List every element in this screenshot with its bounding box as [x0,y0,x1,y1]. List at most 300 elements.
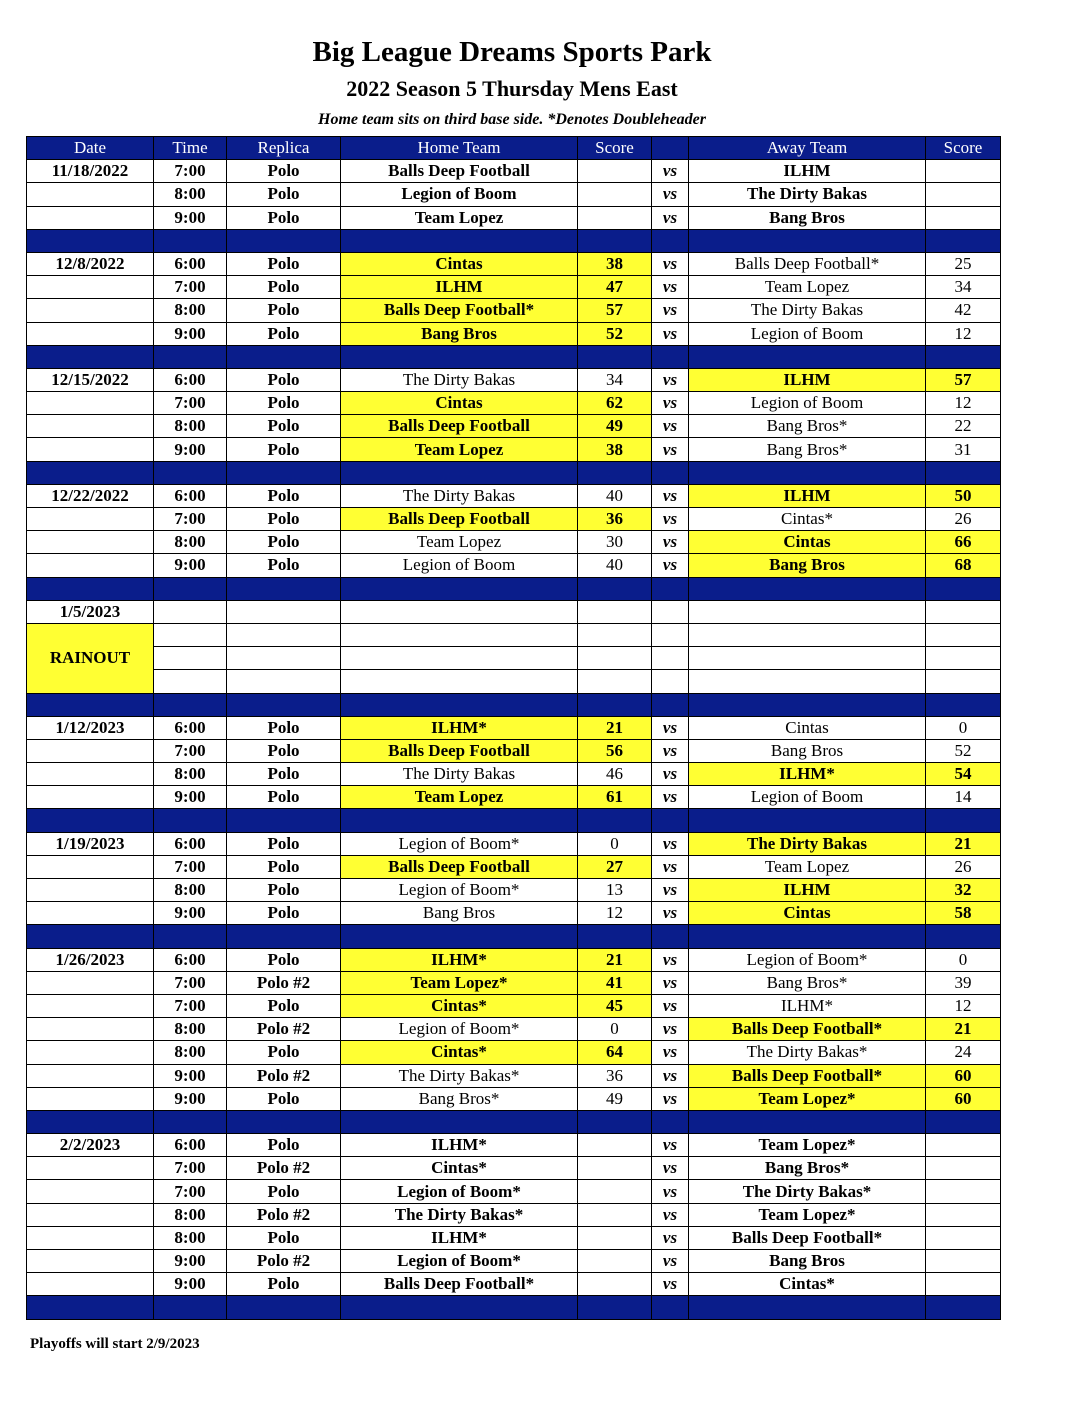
home-score: 57 [578,299,652,322]
separator-cell [578,1110,652,1133]
away-score: 25 [926,252,1001,275]
separator-cell [689,229,926,252]
away-team: Bang Bros* [689,415,926,438]
home-score [578,160,652,183]
separator-cell [689,925,926,948]
game-row [27,508,1001,531]
game-date: 11/18/2022 [27,160,154,183]
away-score [926,206,1001,229]
game-time: 6:00 [154,252,227,275]
separator-cell [652,461,689,484]
game-replica: Polo [227,855,341,878]
week-separator [27,461,1001,484]
game-replica: Polo [227,160,341,183]
away-team: The Dirty Bakas* [689,1041,926,1064]
empty-cell [578,600,652,623]
home-score [578,1203,652,1226]
game-replica: Polo [227,1180,341,1203]
game-date [27,554,154,577]
game-replica: Polo [227,902,341,925]
game-date [27,1087,154,1110]
empty-cell [341,647,578,670]
separator-cell [227,809,341,832]
game-time: 8:00 [154,415,227,438]
vs-label: vs [652,948,689,971]
home-score: 21 [578,948,652,971]
game-time: 9:00 [154,1064,227,1087]
separator-cell [652,1110,689,1133]
away-score: 57 [926,368,1001,391]
home-team: Cintas [341,392,578,415]
col-date: Date [27,137,154,160]
separator-cell [341,1296,578,1319]
away-score: 12 [926,322,1001,345]
home-score: 27 [578,855,652,878]
game-replica: Polo [227,531,341,554]
away-score: 68 [926,554,1001,577]
vs-label: vs [652,1180,689,1203]
away-team: Cintas* [689,508,926,531]
away-team: Balls Deep Football* [689,252,926,275]
vs-label: vs [652,554,689,577]
empty-cell [227,670,341,693]
game-row [27,1041,1001,1064]
separator-cell [578,229,652,252]
week-separator [27,345,1001,368]
game-time: 9:00 [154,786,227,809]
game-row [27,531,1001,554]
empty-cell [341,600,578,623]
separator-cell [652,345,689,368]
empty-cell [652,670,689,693]
separator-cell [227,577,341,600]
home-score: 38 [578,252,652,275]
vs-label: vs [652,832,689,855]
game-date [27,1018,154,1041]
game-time: 6:00 [154,832,227,855]
game-row [27,252,1001,275]
game-time: 9:00 [154,1250,227,1273]
separator-cell [926,1110,1001,1133]
home-team: Cintas* [341,1041,578,1064]
separator-cell [689,461,926,484]
home-score: 62 [578,392,652,415]
playoffs-note: Playoffs will start 2/9/2023 [30,1336,200,1352]
away-team: Legion of Boom [689,786,926,809]
vs-label: vs [652,1018,689,1041]
game-row [27,415,1001,438]
vs-label: vs [652,183,689,206]
vs-label: vs [652,1157,689,1180]
away-team: Team Lopez* [689,1087,926,1110]
home-team: Bang Bros [341,322,578,345]
home-team: Legion of Boom* [341,1018,578,1041]
vs-label: vs [652,322,689,345]
game-time: 9:00 [154,902,227,925]
col-home-team: Home Team [341,137,578,160]
away-team: Bang Bros [689,1250,926,1273]
away-score [926,1273,1001,1296]
away-score: 22 [926,415,1001,438]
separator-cell [341,461,578,484]
separator-cell [652,1296,689,1319]
col-replica: Replica [227,137,341,160]
schedule-note: Home team sits on third base side. *Denotes Doubleheader [318,111,706,128]
home-score: 49 [578,1087,652,1110]
game-date [27,902,154,925]
col-vs [652,137,689,160]
game-replica: Polo [227,1134,341,1157]
empty-cell [689,623,926,646]
home-team: The Dirty Bakas* [341,1064,578,1087]
away-team: Balls Deep Football* [689,1226,926,1249]
home-score: 30 [578,531,652,554]
vs-label: vs [652,1250,689,1273]
game-row [27,902,1001,925]
week-separator [27,1296,1001,1319]
home-team: Legion of Boom* [341,879,578,902]
game-time: 8:00 [154,1226,227,1249]
separator-cell [926,925,1001,948]
separator-cell [926,461,1001,484]
separator-cell [689,577,926,600]
game-time: 7:00 [154,1180,227,1203]
game-time: 8:00 [154,879,227,902]
away-score: 26 [926,508,1001,531]
home-team: The Dirty Bakas* [341,1203,578,1226]
home-team: Legion of Boom* [341,1180,578,1203]
game-date [27,971,154,994]
away-team: ILHM [689,484,926,507]
vs-label: vs [652,716,689,739]
vs-label: vs [652,879,689,902]
header-row [27,137,1001,160]
game-time: 7:00 [154,160,227,183]
away-score: 12 [926,392,1001,415]
game-row [27,322,1001,345]
away-team: ILHM* [689,994,926,1017]
separator-cell [227,693,341,716]
vs-label: vs [652,276,689,299]
game-row [27,1087,1001,1110]
game-time: 9:00 [154,554,227,577]
home-score: 34 [578,368,652,391]
vs-label: vs [652,1226,689,1249]
away-team: ILHM [689,160,926,183]
separator-cell [154,809,227,832]
separator-cell [926,693,1001,716]
game-date [27,276,154,299]
game-row [27,554,1001,577]
away-score: 21 [926,832,1001,855]
vs-label: vs [652,1087,689,1110]
game-replica: Polo #2 [227,1250,341,1273]
game-date [27,1180,154,1203]
game-date: 2/2/2023 [27,1134,154,1157]
empty-cell [652,600,689,623]
game-row [27,206,1001,229]
home-score: 12 [578,902,652,925]
game-time: 8:00 [154,1203,227,1226]
separator-cell [341,229,578,252]
game-date [27,415,154,438]
game-time: 7:00 [154,392,227,415]
empty-cell [578,647,652,670]
empty-cell [652,623,689,646]
away-team: Legion of Boom* [689,948,926,971]
game-replica: Polo [227,415,341,438]
game-replica: Polo [227,276,341,299]
vs-label: vs [652,438,689,461]
empty-cell [341,623,578,646]
game-date [27,322,154,345]
vs-label: vs [652,1041,689,1064]
game-row [27,1203,1001,1226]
separator-cell [227,925,341,948]
game-time: 7:00 [154,1157,227,1180]
game-replica: Polo [227,252,341,275]
empty-cell [926,670,1001,693]
game-replica: Polo [227,206,341,229]
separator-cell [227,1110,341,1133]
game-time: 9:00 [154,1087,227,1110]
separator-cell [578,577,652,600]
home-score [578,1250,652,1273]
week-separator [27,925,1001,948]
home-score: 49 [578,415,652,438]
home-score [578,1134,652,1157]
away-team: Team Lopez* [689,1134,926,1157]
home-team: Cintas* [341,1157,578,1180]
separator-cell [926,229,1001,252]
game-time: 8:00 [154,299,227,322]
game-date: 1/12/2023 [27,716,154,739]
empty-cell [652,647,689,670]
away-score: 39 [926,971,1001,994]
empty-cell [227,623,341,646]
game-date [27,1226,154,1249]
vs-label: vs [652,763,689,786]
home-team: Team Lopez [341,786,578,809]
away-score [926,1134,1001,1157]
vs-label: vs [652,206,689,229]
game-date [27,1273,154,1296]
game-time: 7:00 [154,508,227,531]
away-team: Cintas [689,531,926,554]
separator-cell [154,345,227,368]
away-team: Team Lopez [689,276,926,299]
home-team: Balls Deep Football* [341,299,578,322]
home-team: Team Lopez [341,531,578,554]
game-time: 7:00 [154,739,227,762]
away-team: ILHM [689,368,926,391]
game-time: 6:00 [154,1134,227,1157]
home-score: 56 [578,739,652,762]
empty-cell [154,670,227,693]
away-score: 50 [926,484,1001,507]
home-team: Bang Bros [341,902,578,925]
separator-cell [689,693,926,716]
separator-cell [926,1296,1001,1319]
away-team: Bang Bros* [689,438,926,461]
away-team: ILHM [689,879,926,902]
game-row [27,855,1001,878]
game-replica: Polo [227,1226,341,1249]
away-score: 52 [926,739,1001,762]
game-replica: Polo [227,716,341,739]
game-time: 9:00 [154,438,227,461]
empty-cell [227,600,341,623]
game-row [27,1157,1001,1180]
separator-cell [578,693,652,716]
game-replica: Polo [227,879,341,902]
away-team: ILHM* [689,763,926,786]
separator-cell [689,809,926,832]
game-row [27,763,1001,786]
empty-cell [689,670,926,693]
home-team: Balls Deep Football [341,739,578,762]
game-row [27,1134,1001,1157]
away-team: The Dirty Bakas [689,299,926,322]
home-score: 45 [578,994,652,1017]
vs-label: vs [652,855,689,878]
game-time: 8:00 [154,1041,227,1064]
game-time: 7:00 [154,855,227,878]
game-row [27,786,1001,809]
home-score: 0 [578,832,652,855]
empty-cell [578,670,652,693]
separator-cell [689,1110,926,1133]
home-team: ILHM [341,276,578,299]
col-time: Time [154,137,227,160]
separator-cell [27,925,154,948]
week-separator [27,809,1001,832]
empty-cell [578,623,652,646]
home-score: 40 [578,554,652,577]
separator-cell [578,345,652,368]
game-row [27,484,1001,507]
away-team: Cintas [689,716,926,739]
game-row [27,739,1001,762]
separator-cell [341,693,578,716]
separator-cell [27,345,154,368]
away-score: 66 [926,531,1001,554]
vs-label: vs [652,484,689,507]
game-time: 7:00 [154,994,227,1017]
separator-cell [154,693,227,716]
game-replica: Polo [227,392,341,415]
game-row [27,160,1001,183]
game-time: 7:00 [154,276,227,299]
game-date [27,994,154,1017]
game-row [27,1180,1001,1203]
game-time: 6:00 [154,716,227,739]
separator-cell [578,809,652,832]
game-date [27,1064,154,1087]
vs-label: vs [652,1134,689,1157]
home-team: Cintas* [341,994,578,1017]
game-row [27,994,1001,1017]
game-date [27,392,154,415]
game-date: 1/5/2023 [27,600,154,623]
away-team: The Dirty Bakas [689,832,926,855]
game-row [27,1250,1001,1273]
home-score [578,1226,652,1249]
home-team: ILHM* [341,948,578,971]
game-date [27,855,154,878]
rainout-badge: RAINOUT [27,623,154,693]
schedule-table [26,136,1001,1320]
away-team: Bang Bros [689,206,926,229]
away-team: Bang Bros* [689,1157,926,1180]
home-score: 46 [578,763,652,786]
home-team: Legion of Boom [341,183,578,206]
empty-cell [926,647,1001,670]
home-score: 38 [578,438,652,461]
game-row [27,299,1001,322]
separator-cell [652,693,689,716]
home-score [578,1180,652,1203]
game-date [27,508,154,531]
home-team: Legion of Boom* [341,1250,578,1273]
home-score: 40 [578,484,652,507]
game-date [27,1157,154,1180]
schedule-body [27,160,1001,1319]
away-team: Legion of Boom [689,392,926,415]
game-date [27,531,154,554]
separator-cell [689,345,926,368]
empty-cell [154,623,227,646]
game-replica: Polo [227,1087,341,1110]
home-team: Team Lopez [341,206,578,229]
home-team: Legion of Boom* [341,832,578,855]
home-team: ILHM* [341,716,578,739]
game-row [27,1273,1001,1296]
game-replica: Polo #2 [227,971,341,994]
vs-label: vs [652,1273,689,1296]
home-team: The Dirty Bakas [341,484,578,507]
rainout-row [27,670,1001,693]
away-team: The Dirty Bakas* [689,1180,926,1203]
vs-label: vs [652,994,689,1017]
game-time: 8:00 [154,183,227,206]
away-score: 58 [926,902,1001,925]
home-score: 41 [578,971,652,994]
game-date [27,183,154,206]
home-team: Legion of Boom [341,554,578,577]
game-replica: Polo [227,299,341,322]
separator-cell [154,577,227,600]
page-title: Big League Dreams Sports Park [312,36,712,68]
game-replica: Polo [227,484,341,507]
game-time: 9:00 [154,322,227,345]
week-separator [27,577,1001,600]
separator-cell [227,1296,341,1319]
empty-cell [341,670,578,693]
game-replica: Polo #2 [227,1018,341,1041]
away-score: 12 [926,994,1001,1017]
week-separator [27,693,1001,716]
game-date [27,1250,154,1273]
separator-cell [227,461,341,484]
separator-cell [926,577,1001,600]
separator-cell [652,925,689,948]
game-time: 9:00 [154,206,227,229]
game-replica: Polo [227,786,341,809]
game-replica: Polo [227,554,341,577]
game-replica: Polo #2 [227,1203,341,1226]
game-date: 1/26/2023 [27,948,154,971]
